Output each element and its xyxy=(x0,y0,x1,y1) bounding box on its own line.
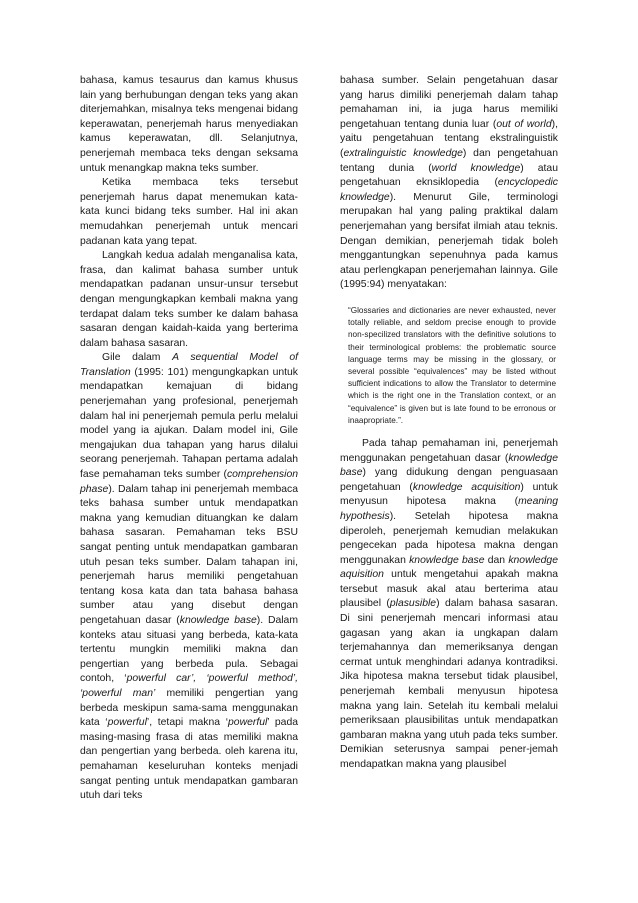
term: powerful xyxy=(228,717,268,729)
term: comprehension phase xyxy=(80,469,298,495)
term: powerful car’, ‘powerful method’, ‘powerful man’ xyxy=(80,673,299,699)
term: knowledge acquisition xyxy=(412,481,521,493)
text-span: ). Dalam konteks atau situasi yang berbeda, kata-kata tertentu mungkin memiliki makna dan pengertian yang berbeda pula. Sebagai contoh, ‘ xyxy=(80,614,298,685)
text-span: ). Dalam tahap ini penerjemah membaca teks bahasa sumber untuk mendapatkan makna yang kemudian dituangkan ke dalam bahasa sasaran. Pemahaman teks BSU sangat penting untuk mendapatkan gambaran utuh pesan teks sumber. Dalam tahapan ini, penerjemah harus memiliki pengetahuan tentang kosa kata dan tata bahasa bahasa sumber atau yang disebut dengan pengetahuan dasar ( xyxy=(80,483,298,626)
term: world knowledge xyxy=(431,162,521,174)
text-span: Pada tahap pemahaman ini, penerjemah menggunakan pengetahuan dasar ( xyxy=(340,437,558,464)
text-span: memiliki pengertian yang berbeda meskipun sama-sama menggunakan kata ‘ xyxy=(80,687,298,729)
left-column xyxy=(80,74,298,804)
paragraph: Ketika membaca teks tersebut penerjemah harus dapat menemukan kata-kata kunci bidang teks sumber. Hal ini akan memudahkan penerjemah untuk mencari padanan kata yang tepat. xyxy=(80,177,298,247)
text-span: ’ pada masing-masing frasa di atas memiliki makna dan pengertian yang berbeda. oleh karena itu, pemahaman keseluruhan konteks menjadi sangat penting untuk mendapatkan gambaran utuh dari teks xyxy=(80,717,298,802)
term: knowledge base xyxy=(409,554,485,566)
term: encyclopedic knowledge xyxy=(340,177,558,203)
term: meaning hypothesis xyxy=(340,496,558,522)
text-span: dan xyxy=(484,554,509,566)
text-span: bahasa sumber. Selain pengetahuan dasar yang harus dimiliki penerjemah dalam tahap pemahaman ini, ia juga harus memiliki pengetahuan tentang dunia luar ( xyxy=(340,75,558,130)
text-span: ) atau pengetahuan eknsiklopedia ( xyxy=(340,162,558,189)
text-span: ) yang didukung dengan penguasaan pengetahuan ( xyxy=(340,467,558,493)
text-span: ’, tetapi makna ‘ xyxy=(146,717,229,729)
paragraph xyxy=(340,437,558,773)
paragraph: Langkah kedua adalah menganalisa kata, frasa, dan kalimat bahasa sumber untuk mendapatkan padanan unsur-unsur tersebut dengan mengungkapkan kembali makna yang terdapat dalam teks sumber ke dalam bahasa sasaran dengan kaidah-kaida yang berterima dalam bahasa sasaran. xyxy=(80,250,298,349)
text-span: Gile dalam xyxy=(102,352,173,364)
term: knowledge aquisition xyxy=(340,554,558,581)
term: knowledge base xyxy=(179,614,257,626)
text-span: ) dalam bahasa sasaran. Di sini penerjemah mencari informasi atau gagasan yang akan ia ungkapan dalam terjemahannya dan memeriksanya dengan cermat untuk menghindari adanya kontradiksi. Jika hipotesa makna tersebut tidak plausibel, penerjemah kembali menyusun hipotesa makna yang lain. Setelah itu kembali melalui pemeriksaan plausibilitas untuk mendapatkan gambaran makna yang utuh pada teks sumber. Demikian seterusnya sampai pener-jemah mendapatkan makna yang plausibel xyxy=(340,598,558,770)
text-span: ). Setelah hipotesa makna diperoleh, penerjemah kemudian melakukan pengecekan pada hipotesa makna dengan menggunakan xyxy=(340,510,558,566)
paragraph xyxy=(340,74,558,293)
term: knowledge base xyxy=(340,452,558,479)
book-title: A sequential Model of Translation xyxy=(80,352,298,378)
term: out of world xyxy=(496,118,552,130)
term: extralinguistic knowledge xyxy=(343,147,463,159)
paragraph: bahasa, kamus tesaurus dan kamus khusus lain yang berhubungan dengan teks yang akan diterjemahkan, misalnya teks mengenai bidang keperawatan, penerjemah harus menyediakan kamus keperawatan, dll. Selanjutnya, penerjemah membaca teks dengan seksama untuk menangkap makna teks sumber. xyxy=(80,75,298,174)
term: plasusible xyxy=(389,598,437,610)
text-span: ) untuk menyusun hipotesa makna ( xyxy=(340,481,558,508)
text-span: ). Menurut Gile, terminologi merupakan hal yang paling praktikal dalam penerjemahan yang bersifat ilmiah atau teknis. Dengan demikian, penerjemah tidak boleh menggantungkan sepenuhnya pada kamus atau perlengkapan penerjemahan lainnya. Gile (1995:94) menyatakan: xyxy=(340,191,558,291)
right-column xyxy=(340,74,558,773)
text-span: ) dan pengetahuan tentang dunia ( xyxy=(340,147,558,174)
term: powerful xyxy=(107,717,147,729)
text-span: untuk mengetahui apakah makna tersebut masuk akal atau berterima atau plausibel ( xyxy=(340,569,558,610)
paragraph xyxy=(80,351,298,803)
text-span: (1995: 101) mengungkapkan untuk mendapatkan kemajuan di bidang penerjemahan yang profesional, penerjemah dalam hal ini penerjemah pemula perlu melalui model yang ia ajukan. Dalam model ini, Gile mengajukan dua tahapan yang harus dilalui seorang penerjemah. Tahapan pertama adalah fase pemahaman teks sumber ( xyxy=(80,366,298,481)
text-span: ), yaitu pengetahuan tentang ekstralinguistik ( xyxy=(340,118,558,159)
block-quote: “Glossaries and dictionaries are never exhausted, never totally reliable, and seldom precise enough to provide non-specilized translators with the definitive solutions to their terminological problems: the problematic source language terms may be missing in the glossary, or several possible “equivalences” may be listed without sufficient indications to allow the Translator to determine which is the right one in the Translation context, or an “equivalence” is given but is late found to be erronous or inaapropriate.”. xyxy=(348,305,556,425)
